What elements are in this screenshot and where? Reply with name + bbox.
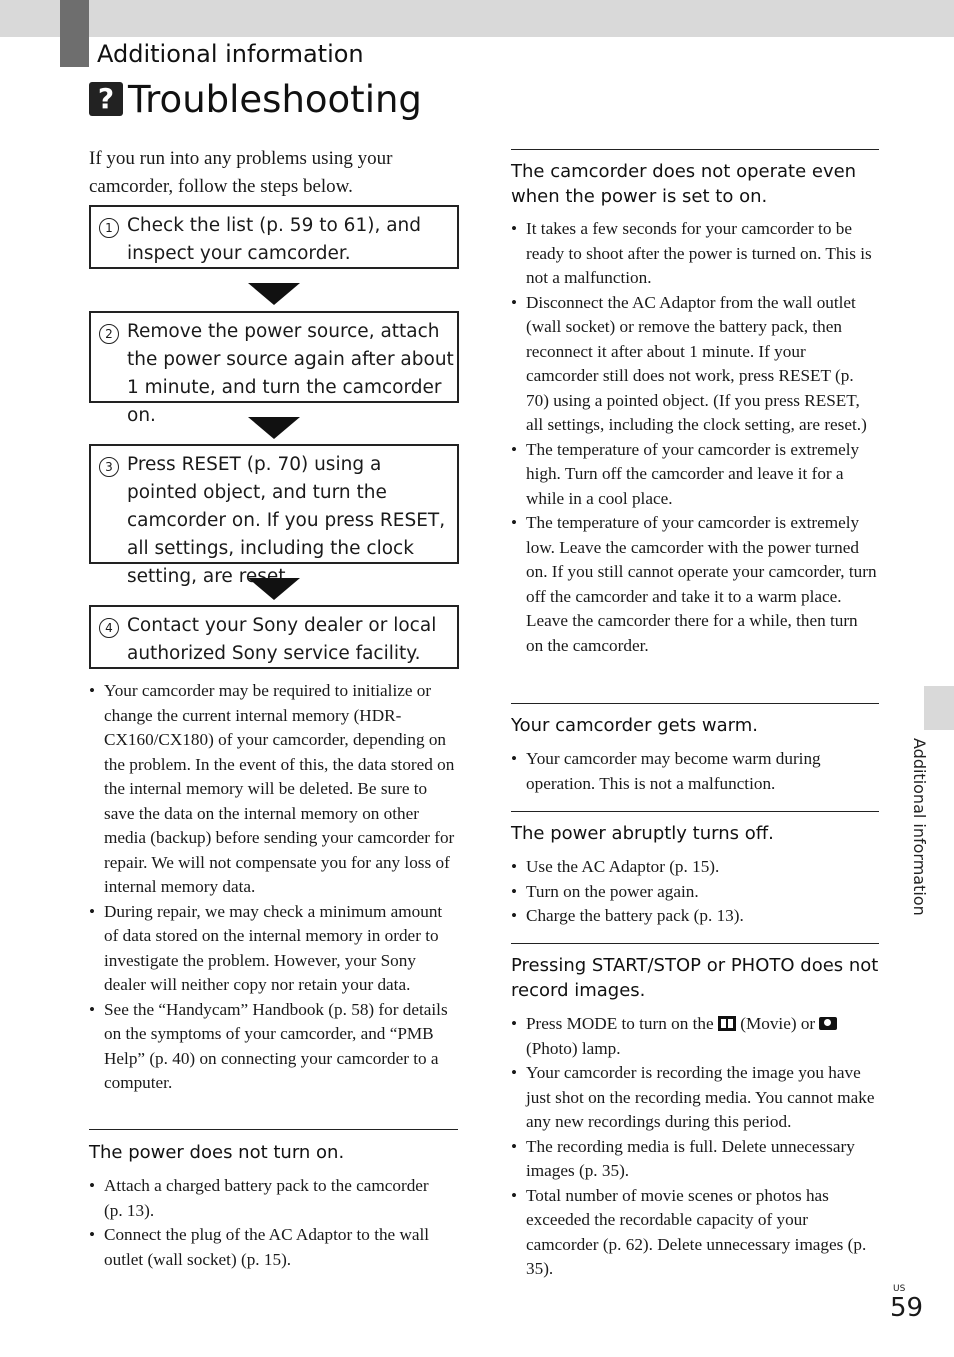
start-stop-list [511,1012,875,1282]
step-text: Remove the power source, attach the power source again after about 1 minute, and turn the camcorder on. [127,321,454,426]
section-tab [60,0,89,67]
side-tab [924,686,954,730]
step-number: 1 [99,218,119,238]
step-2 [89,311,459,426]
region-code: US [893,1284,906,1294]
down-arrow-icon [248,578,300,600]
side-label: Additional information [910,738,929,916]
page-number: 59 [890,1293,924,1323]
intro-text: If you run into any problems using your camcorder, follow the steps below. [89,148,393,197]
list-item: • It takes a few seconds for your camcorder to be ready to shoot after the power is turned on. This is not a malfunction. [511,217,879,291]
text-fragment: Press MODE to turn on the [526,1014,714,1033]
list-item: • Use the AC Adaptor (p. 15). [511,855,871,880]
turns-off-list [511,855,871,929]
list-item: • The temperature of your camcorder is extremely high. Turn off the camcorder and leave it for a while in a cool place. [511,438,879,512]
text-fragment: (Photo) lamp. [526,1038,621,1058]
divider [511,149,879,150]
list-item: • See the “Handycam” Handbook (p. 58) for details on the symptoms of your camcorder, and “PMB Help” (p. 40) on connecting your camcorder to a computer. [89,998,459,1096]
list-item: • Total number of movie scenes or photos has exceeded the recordable capacity of your camcorder (p. 62). Delete unnecessary images (p. 35). [511,1184,875,1282]
divider [89,1129,458,1130]
step-3 [89,444,459,587]
section-heading: Pressing START/STOP or PHOTO does not record images. [511,955,879,1001]
list-item: • The recording media is full. Delete unnecessary images (p. 35). [511,1135,875,1184]
notes-list [89,679,459,1096]
list-item: • Disconnect the AC Adaptor from the wall outlet (wall socket) or remove the battery pack, then reconnect it after about 1 minute. If your camcorder still does not work, press RESET (p. 70) using a pointed object. (If you press RESET, all settings, including the clock setting, are reset.) [511,291,879,438]
list-item: • During repair, we may check a minimum amount of data stored on the internal memory in order to investigate the problem. However, your Sony dealer will neither copy nor retain your data. [89,900,459,998]
section-heading: The camcorder does not operate even when the power is set to on. [511,161,857,207]
list-item: • Your camcorder may be required to initialize or change the current internal memory (HDR-CX160/CX180) of your camcorder, depending on the problem. In the event of this, the data stored on the internal memory will be deleted. Be sure to save the data on the internal memory on other media (backup) before sending your camcorder for repair. We will not compensate you for any loss of internal memory data. [89,679,459,900]
list-item: • Charge the battery pack (p. 13). [511,904,871,929]
photo-icon [819,1017,837,1030]
movie-icon [718,1016,736,1031]
section-title: Additional information [97,40,364,68]
step-1 [89,205,459,269]
list-item: • Your camcorder may become warm during operation. This is not a malfunction. [511,747,871,796]
list-item: • Attach a charged battery pack to the camcorder (p. 13). [89,1174,449,1223]
divider [511,703,879,704]
divider [511,943,879,944]
not-operate-list [511,217,879,658]
question-icon: ? [89,82,123,116]
step-number: 2 [99,324,119,344]
step-number: 4 [99,618,119,638]
list-item [511,1012,875,1061]
step-4 [89,605,459,669]
down-arrow-icon [248,283,300,305]
section-heading: The power abruptly turns off. [511,823,774,844]
gets-warm-list [511,747,871,796]
list-item: • The temperature of your camcorder is extremely low. Leave the camcorder with the power turned on. If you still cannot operate your camcorder, turn off the camcorder and take it to a warm place. Leave the camcorder there for a while, then turn on the camcorder. [511,511,879,658]
divider [511,811,879,812]
down-arrow-icon [248,417,300,439]
page-title: Troubleshooting [128,78,422,121]
section-heading: Your camcorder gets warm. [511,715,758,736]
step-text: Contact your Sony dealer or local authorized Sony service facility. [127,615,437,664]
step-text: Press RESET (p. 70) using a pointed object, and turn the camcorder on. If you press RESET, all settings, including the clock setting, are reset. [127,454,446,587]
list-item: • Your camcorder is recording the image you have just shot on the recording media. You cannot make any new recordings during this period. [511,1061,875,1135]
list-item: • Connect the plug of the AC Adaptor to the wall outlet (wall socket) (p. 15). [89,1223,449,1272]
step-number: 3 [99,457,119,477]
list-item: • Turn on the power again. [511,880,871,905]
text-fragment: (Movie) or [740,1014,816,1033]
header-band [0,0,954,37]
section-heading: The power does not turn on. [89,1142,345,1163]
step-text: Check the list (p. 59 to 61), and inspect your camcorder. [127,215,422,264]
power-not-on-list [89,1174,449,1272]
